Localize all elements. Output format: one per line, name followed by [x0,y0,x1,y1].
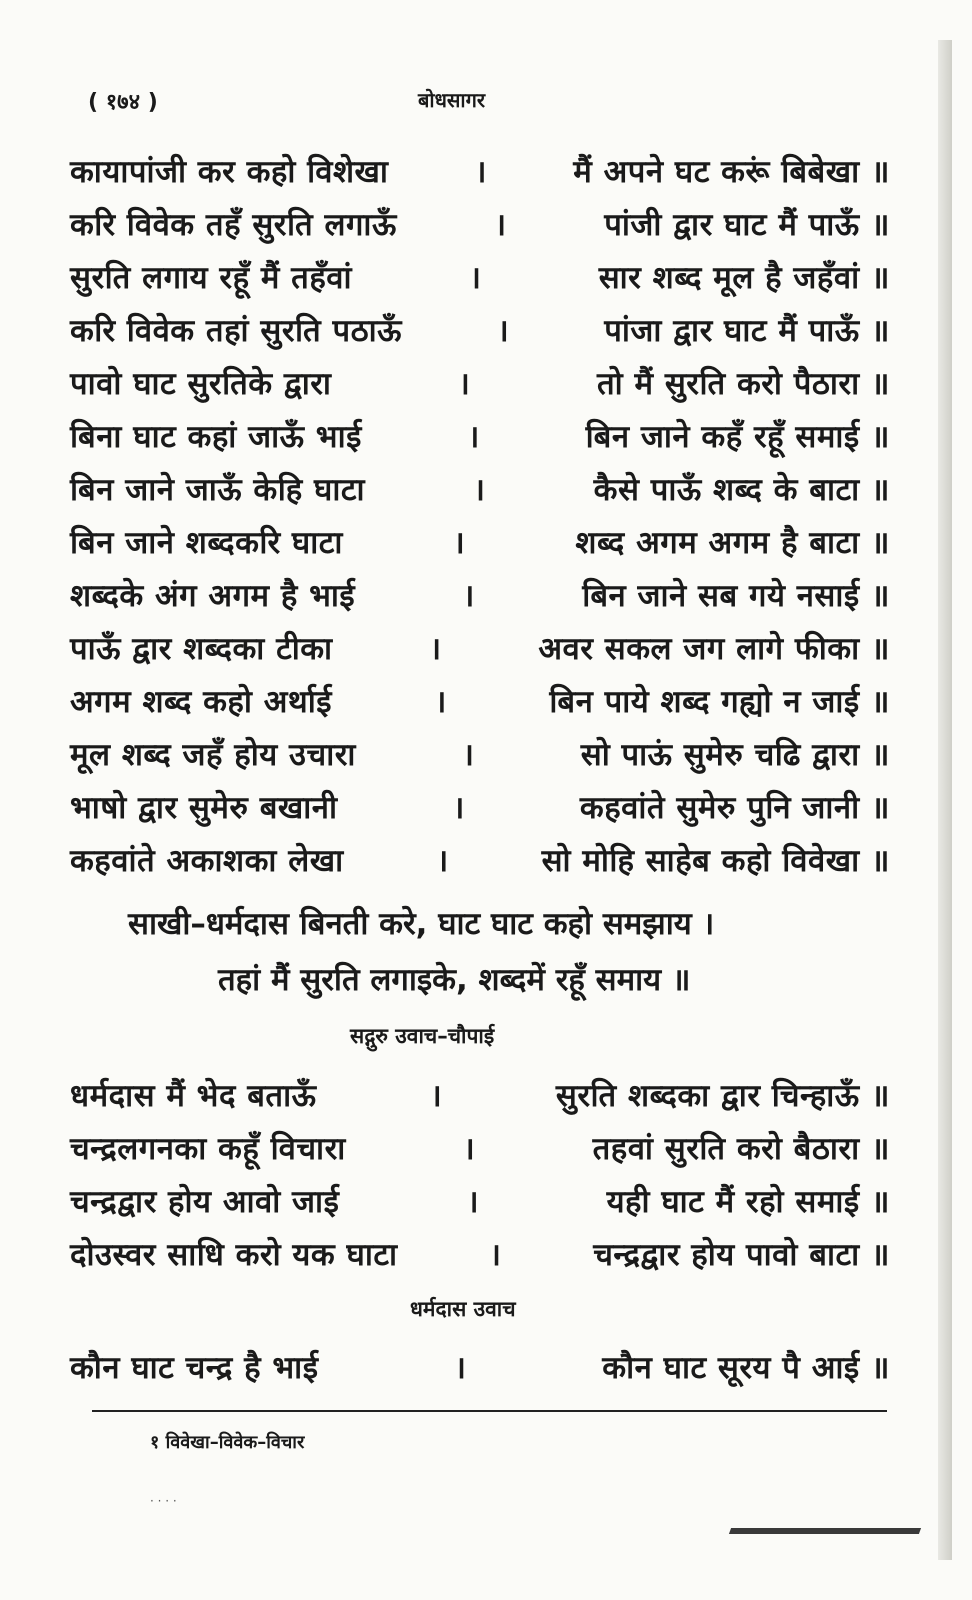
footnote-divider [92,1410,887,1412]
verse-line: दोउस्वर साधि करो यक घाटा । चन्द्रद्वार होय पावो बाटा ॥ [70,1237,890,1273]
verse-line: चन्द्रद्वार होय आवो जाई । यही घाट मैं रहो समाई ॥ [70,1184,890,1220]
verse-line: पावो घाट सुरतिके द्वारा । तो मैं सुरति करो पैठारा ॥ [70,366,890,402]
verse-line: मूल शब्द जहँ होय उचारा । सो पाऊं सुमेरु चढि द्वारा ॥ [70,737,890,773]
verse-line: भाषो द्वार सुमेरु बखानी । कहवांते सुमेरु पुनि जानी ॥ [70,790,890,826]
verse-line: अगम शब्द कहो अर्थाई । बिन पाये शब्द गह्यो न जाई ॥ [70,684,890,720]
verse-line: पाऊँ द्वार शब्दका टीका । अवर सकल जग लागे फीका ॥ [70,631,890,667]
print-mark: · · · · [150,1494,177,1508]
scan-smudge [729,1528,921,1534]
section-heading-dharmdas: धर्मदास उवाच [410,1297,516,1321]
sakhi-block [70,896,890,1008]
verse-line: शब्दके अंग अगम है भाई । बिन जाने सब गये नसाई ॥ [70,578,890,614]
verse-line: धर्मदास मैं भेद बताऊँ । सुरति शब्दका द्वार चिन्हाऊँ ॥ [70,1078,890,1114]
running-title: बोधसागर [418,88,486,112]
chaupai-block-3 [70,1342,890,1395]
sakhi-line-1: साखी–धर्मदास बिनती करे, घाट घाट कहो समझाय । [128,906,715,942]
verse-line: सुरति लगाय रहूँ मैं तहँवां । सार शब्द मूल है जहँवां ॥ [70,260,890,296]
verse-line: चन्द्रलगनका कहूँ विचारा । तहवां सुरति करो बैठारा ॥ [70,1131,890,1167]
section-heading-sadguru: सद्गुरु उवाच–चौपाई [350,1024,495,1048]
verse-line: कौन घाट चन्द्र है भाई । कौन घाट सूरय पै आई ॥ [70,1350,890,1386]
verse-line: बिन जाने शब्दकरि घाटा । शब्द अगम अगम है बाटा ॥ [70,525,890,561]
verse-line: करि विवेक तहां सुरति पठाऊँ । पांजा द्वार घाट मैं पाऊँ ॥ [70,313,890,349]
verse-line: करि विवेक तहँ सुरति लगाऊँ । पांजी द्वार घाट मैं पाऊँ ॥ [70,207,890,243]
chaupai-block-1 [70,146,890,888]
verse-line: बिन जाने जाऊँ केहि घाटा । कैसे पाऊँ शब्द के बाटा ॥ [70,472,890,508]
verse-line: कायापांजी कर कहो विशेखा । मैं अपने घट करूं बिबेखा ॥ [70,154,890,190]
footnote: १ विवेखा–विवेक–विचार [150,1432,305,1453]
page-number: ( १७४ ) [88,90,158,115]
verse-line: कहवांते अकाशका लेखा । सो मोहि साहेब कहो विवेखा ॥ [70,843,890,879]
verse-line: बिना घाट कहां जाऊँ भाई । बिन जाने कहँ रहूँ समाई ॥ [70,419,890,455]
chaupai-block-2 [70,1070,890,1282]
sakhi-line-2: तहां मैं सुरति लगाइके, शब्दमें रहूँ समाय ॥ [218,962,691,998]
page-header [88,86,888,120]
page-edge [938,40,952,1560]
